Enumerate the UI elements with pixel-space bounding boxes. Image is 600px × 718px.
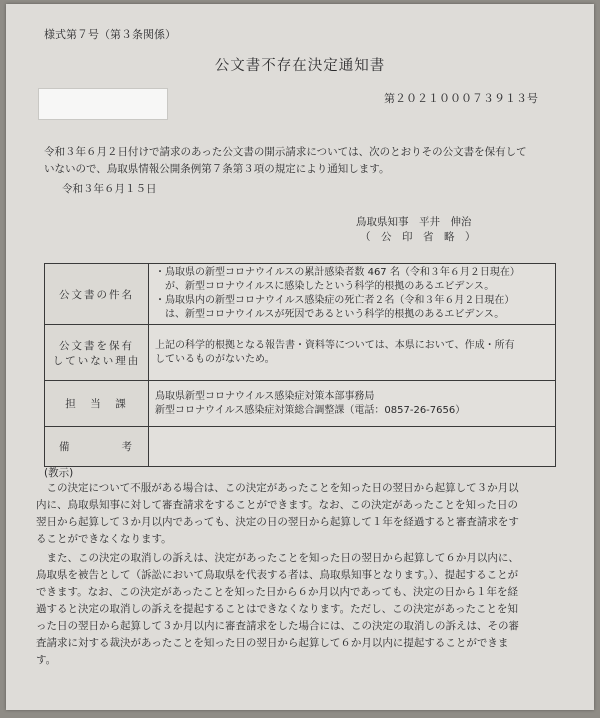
document-page bbox=[6, 4, 594, 710]
notice-line: また、この決定の取消しの訴えは、決定があったことを知った日の翌日から起算して６か月以内に、 bbox=[36, 552, 519, 564]
row-value bbox=[149, 381, 556, 427]
document-title: 公文書不存在決定通知書 bbox=[214, 58, 386, 74]
row-value bbox=[149, 427, 556, 467]
value-line: 新型コロナウイルス感染症対策総合調整課（電話：0857-26-7656） bbox=[155, 404, 466, 416]
redacted-recipient bbox=[38, 88, 168, 120]
notice-line: 鳥取県を被告として（訴訟において鳥取県を代表する者は、鳥取県知事となります。）、提起することが bbox=[36, 569, 519, 581]
label-line: 公文書を保有 bbox=[59, 339, 134, 352]
issuer-name: 鳥取県知事 平井 伸治 bbox=[356, 216, 472, 228]
row-label bbox=[45, 325, 149, 381]
value-line: しているものがないため。 bbox=[155, 353, 275, 365]
value-line: 上記の科学的根拠となる報告書・資料等については、本県において、作成・所有 bbox=[155, 339, 515, 351]
notice-line: った日の翌日から起算して３か月以内に審査請求をした場合には、この決定の取消しの訴えは、その審 bbox=[36, 620, 519, 632]
notice-line: 内に、鳥取県知事に対して審査請求をすることができます。なお、この決定があったことを知った日の bbox=[36, 499, 519, 511]
notice-line: 過すると決定の取消しの訴えを提起することはできなくなります。ただし、この決定があったことを知 bbox=[36, 603, 519, 615]
form-number: 様式第７号（第３条関係） bbox=[44, 28, 176, 41]
notice-line: ることができなくなります。 bbox=[36, 533, 172, 545]
value-line: ・鳥取県の新型コロナウイルスの累計感染者数 467 名（令和３年６月２日現在） bbox=[155, 267, 520, 278]
seal-omitted-note: （ 公 印 省 略 ） bbox=[360, 231, 476, 243]
document-number: 第２０２１０００７３９１３号 bbox=[384, 92, 538, 105]
value-line: が、新型コロナウイルスに感染したという科学的根拠のあるエビデンス。 bbox=[155, 281, 495, 292]
row-value bbox=[149, 325, 556, 381]
notice-line: この決定について不服がある場合は、この決定があったことを知った日の翌日から起算して３か月以 bbox=[36, 482, 519, 494]
notice-line: できます。なお、この決定があったことを知った日から６か月以内であっても、決定の日から１年を経 bbox=[36, 586, 518, 598]
table-row bbox=[45, 381, 556, 427]
notice-line: 査請求に対する裁決があったことを知った日の翌日から起算して６か月以内に提起することができま bbox=[36, 637, 509, 649]
intro-line: 令和３年６月２日付けで請求のあった公文書の開示請求については、次のとおりその公文書を保有して bbox=[44, 146, 527, 158]
decision-table bbox=[44, 263, 556, 467]
label-line: していない理由 bbox=[52, 354, 141, 367]
value-line: は、新型コロナウイルスが死因であるという科学的根拠のあるエビデンス。 bbox=[155, 309, 505, 320]
intro-line: いないので、鳥取県情報公開条例第７条第３項の規定により通知します。 bbox=[44, 163, 390, 175]
row-label: 公文書の件名 bbox=[45, 264, 149, 325]
notice-line: 翌日から起算して３か月以内であっても、決定の日の翌日から起算して１年を経過すると審査請求をす bbox=[36, 516, 519, 528]
row-label: 備 考 bbox=[45, 427, 149, 467]
table-row bbox=[45, 427, 556, 467]
table-row bbox=[45, 264, 556, 325]
value-line: 鳥取県新型コロナウイルス感染症対策本部事務局 bbox=[155, 390, 375, 402]
intro-paragraph bbox=[44, 144, 527, 178]
notice-line: す。 bbox=[36, 654, 57, 666]
value-line: ・鳥取県内の新型コロナウイルス感染症の死亡者２名（令和３年６月２日現在） bbox=[155, 295, 515, 306]
table-row bbox=[45, 325, 556, 381]
notice-heading: (教示) bbox=[44, 467, 74, 479]
row-value bbox=[149, 264, 556, 325]
issue-date: 令和３年６月１５日 bbox=[62, 183, 157, 195]
row-label: 担 当 課 bbox=[45, 381, 149, 427]
